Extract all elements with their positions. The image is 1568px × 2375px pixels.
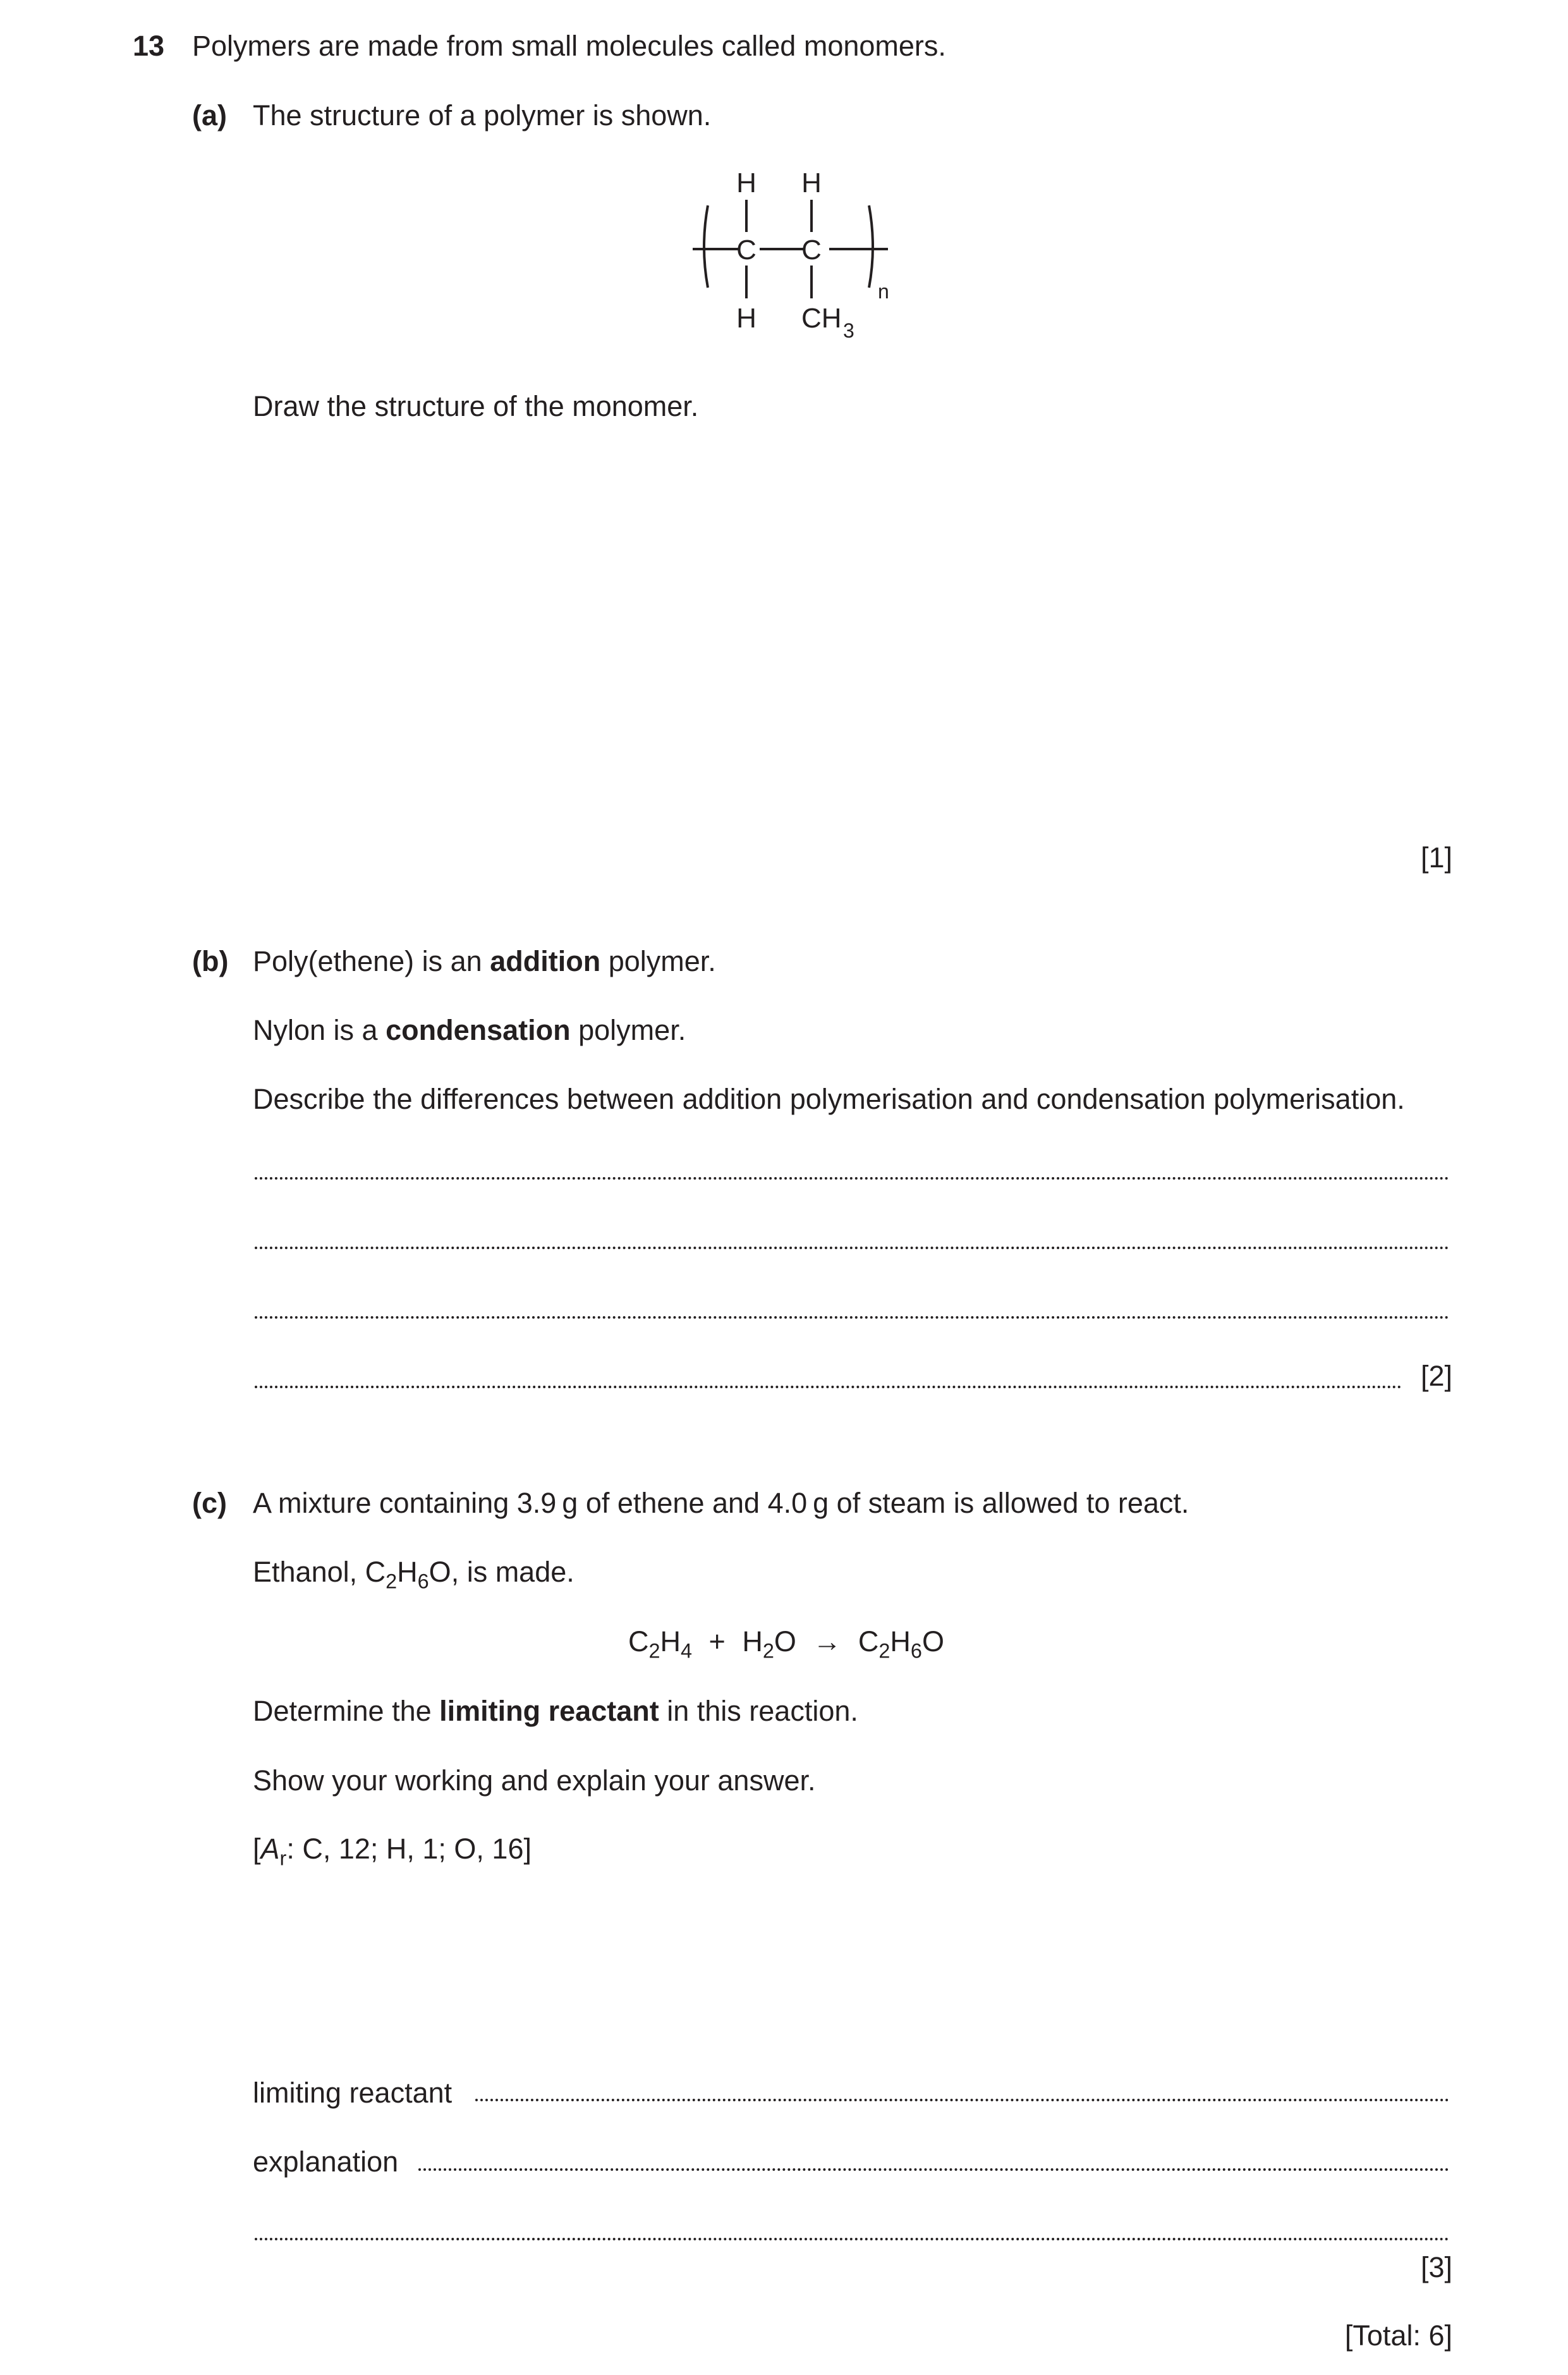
ethanol-h: H (397, 1556, 418, 1588)
reactant2-h: H (742, 1625, 763, 1658)
product-c: C (858, 1625, 879, 1658)
right-bracket (869, 205, 873, 288)
reactant2-h-sub: 2 (762, 1639, 774, 1663)
plus-sign: + (708, 1625, 726, 1658)
part-a-label: (a) (192, 99, 227, 131)
product-o: O (921, 1625, 944, 1658)
ar-symbol: A (260, 1833, 280, 1865)
product-h-sub: 6 (910, 1639, 922, 1663)
ethanol-c-sub: 2 (386, 1570, 398, 1593)
part-b-label: (b) (192, 945, 229, 977)
reactant2-o: O (774, 1625, 796, 1658)
ar-values: : C, 12; H, 1; O, 16] (286, 1833, 532, 1865)
product-h: H (890, 1625, 911, 1658)
part-b-line2-pre: Nylon is a (253, 1014, 386, 1046)
limiting-reactant-label: limiting reactant (253, 2077, 453, 2109)
atom-h-top-right: H (801, 168, 822, 198)
addition-term: addition (490, 945, 601, 977)
part-b-question: Describe the differences between addition polymerisation and condensation polymerisation. (253, 1083, 1405, 1115)
group-ch-subscript: 3 (843, 319, 854, 342)
ethanol-h-sub: 6 (417, 1570, 429, 1593)
total-marks: [Total: 6] (1344, 2319, 1452, 2352)
reactant1-c-sub: 2 (648, 1639, 660, 1663)
part-c-text: A mixture containing 3.9 g of ethene and 4.0 g of steam is allowed to react. (253, 1487, 1189, 1519)
atom-c-left: C (736, 235, 757, 266)
part-c-instruction (253, 1694, 858, 1728)
reaction-equation (628, 1625, 944, 1663)
part-c-marks: [3] (1420, 2251, 1452, 2283)
reaction-arrow: → (813, 1625, 842, 1658)
reactant1-c: C (628, 1625, 649, 1658)
ethanol-sentence (253, 1555, 574, 1593)
part-a-marks: [1] (1420, 841, 1452, 874)
part-c-working: Show your working and explain your answer. (253, 1764, 816, 1797)
explanation-line-1[interactable] (418, 2168, 1449, 2171)
part-b-line2 (253, 1013, 686, 1047)
ar-sub: r (279, 1847, 287, 1870)
ethanol-c: C (365, 1556, 386, 1588)
condensation-term: condensation (386, 1014, 571, 1046)
relative-atomic-masses (253, 1832, 532, 1870)
part-b-line1-post: polymer. (600, 945, 716, 977)
answer-line-b1[interactable] (255, 1177, 1449, 1180)
ethanol-pre: Ethanol, (253, 1556, 365, 1588)
group-ch-bottom-right: CH (801, 303, 842, 334)
reactant1-h-sub: 4 (681, 1639, 693, 1663)
part-a-text: The structure of a polymer is shown. (253, 99, 712, 131)
part-b-marks: [2] (1420, 1360, 1452, 1392)
answer-line-b4[interactable] (255, 1386, 1402, 1388)
ethanol-post: , is made. (451, 1556, 574, 1588)
atom-h-top-left: H (736, 168, 757, 198)
polymer-structure (683, 158, 910, 348)
part-c-label: (c) (192, 1487, 227, 1519)
part-a-instruction: Draw the structure of the monomer. (253, 390, 699, 422)
explanation-line-2[interactable] (255, 2238, 1449, 2240)
question-intro: Polymers are made from small molecules called monomers. (192, 30, 946, 62)
repeat-unit-n: n (878, 280, 889, 303)
reactant1-h: H (660, 1625, 681, 1658)
limiting-reactant-term: limiting reactant (439, 1695, 659, 1727)
ar-open: [ (253, 1833, 261, 1865)
instruction-post: in this reaction. (659, 1695, 858, 1727)
instruction-pre: Determine the (253, 1695, 440, 1727)
answer-line-b2[interactable] (255, 1247, 1449, 1249)
left-bracket (704, 205, 708, 288)
atom-c-right: C (801, 235, 822, 266)
product-c-sub: 2 (878, 1639, 890, 1663)
part-b-line1 (253, 944, 716, 979)
limiting-reactant-line[interactable] (475, 2099, 1449, 2101)
atom-h-bottom-left: H (736, 303, 757, 334)
part-b-line1-pre: Poly(ethene) is an (253, 945, 490, 977)
answer-line-b3[interactable] (255, 1316, 1449, 1319)
explanation-label: explanation (253, 2146, 399, 2178)
question-number: 13 (133, 30, 165, 62)
ethanol-o: O (428, 1556, 451, 1588)
part-b-line2-post: polymer. (570, 1014, 686, 1046)
